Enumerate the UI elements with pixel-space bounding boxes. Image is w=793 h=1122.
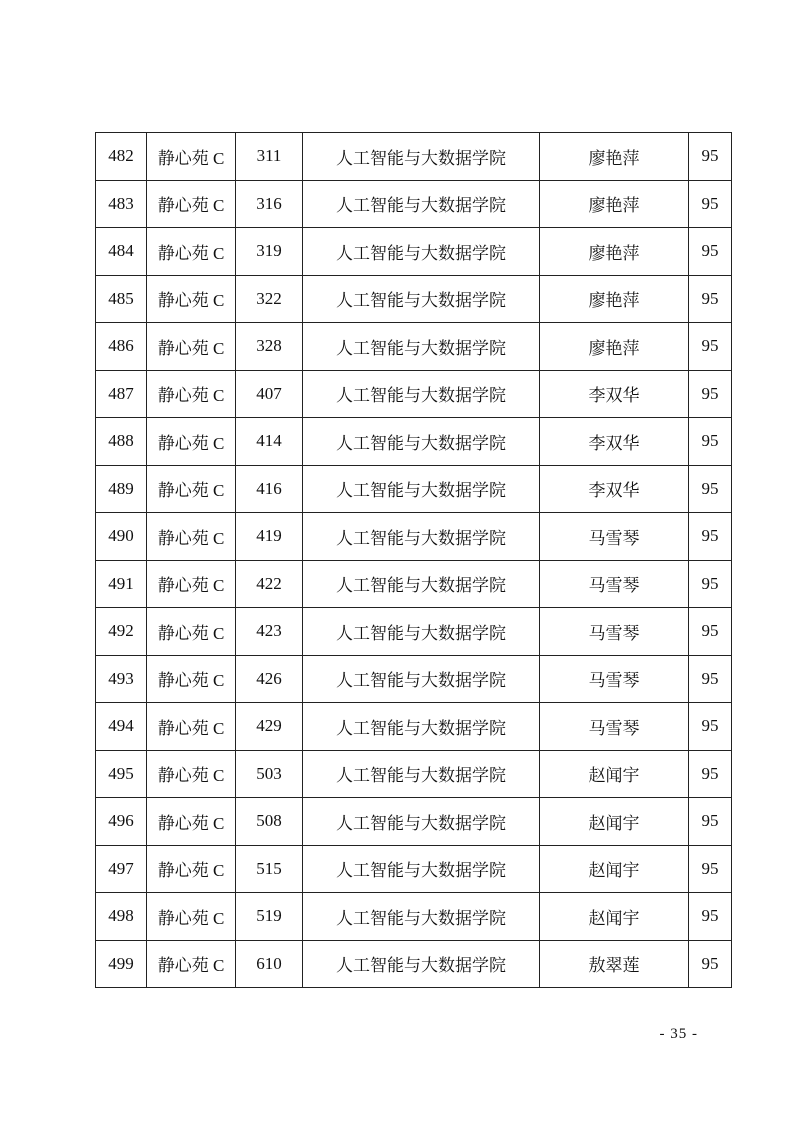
row-index-cell: 493 (96, 655, 147, 703)
score-cell: 95 (689, 133, 732, 181)
score-cell: 95 (689, 798, 732, 846)
counselor-cell: 廖艳萍 (540, 323, 689, 371)
college-cell: 人工智能与大数据学院 (303, 465, 540, 513)
building-cell: 静心苑 C (147, 893, 236, 941)
building-cell: 静心苑 C (147, 465, 236, 513)
room-cell: 419 (236, 513, 303, 561)
score-cell: 95 (689, 418, 732, 466)
college-cell: 人工智能与大数据学院 (303, 893, 540, 941)
row-index-cell: 485 (96, 275, 147, 323)
room-cell: 322 (236, 275, 303, 323)
building-cell: 静心苑 C (147, 418, 236, 466)
room-cell: 407 (236, 370, 303, 418)
room-cell: 426 (236, 655, 303, 703)
table-row (96, 180, 732, 228)
score-cell: 95 (689, 750, 732, 798)
room-cell: 515 (236, 845, 303, 893)
row-index-cell: 495 (96, 750, 147, 798)
score-cell: 95 (689, 513, 732, 561)
college-cell: 人工智能与大数据学院 (303, 180, 540, 228)
counselor-cell: 李双华 (540, 370, 689, 418)
table-row (96, 798, 732, 846)
table-row (96, 893, 732, 941)
row-index-cell: 491 (96, 560, 147, 608)
building-cell: 静心苑 C (147, 750, 236, 798)
counselor-cell: 赵闻宇 (540, 750, 689, 798)
building-cell: 静心苑 C (147, 370, 236, 418)
college-cell: 人工智能与大数据学院 (303, 133, 540, 181)
score-cell: 95 (689, 940, 732, 988)
college-cell: 人工智能与大数据学院 (303, 845, 540, 893)
building-cell: 静心苑 C (147, 228, 236, 276)
table-row (96, 750, 732, 798)
building-cell: 静心苑 C (147, 513, 236, 561)
table-row (96, 608, 732, 656)
counselor-cell: 廖艳萍 (540, 133, 689, 181)
counselor-cell: 敖翠莲 (540, 940, 689, 988)
college-cell: 人工智能与大数据学院 (303, 750, 540, 798)
room-cell: 519 (236, 893, 303, 941)
building-cell: 静心苑 C (147, 703, 236, 751)
table-row (96, 560, 732, 608)
college-cell: 人工智能与大数据学院 (303, 703, 540, 751)
score-cell: 95 (689, 275, 732, 323)
college-cell: 人工智能与大数据学院 (303, 560, 540, 608)
table-body (96, 133, 732, 988)
table-row (96, 228, 732, 276)
row-index-cell: 497 (96, 845, 147, 893)
room-cell: 311 (236, 133, 303, 181)
score-cell: 95 (689, 845, 732, 893)
row-index-cell: 482 (96, 133, 147, 181)
counselor-cell: 赵闻宇 (540, 798, 689, 846)
college-cell: 人工智能与大数据学院 (303, 228, 540, 276)
building-cell: 静心苑 C (147, 133, 236, 181)
counselor-cell: 马雪琴 (540, 608, 689, 656)
score-cell: 95 (689, 180, 732, 228)
room-cell: 328 (236, 323, 303, 371)
counselor-cell: 赵闻宇 (540, 845, 689, 893)
score-cell: 95 (689, 323, 732, 371)
score-cell: 95 (689, 465, 732, 513)
score-cell: 95 (689, 608, 732, 656)
row-index-cell: 489 (96, 465, 147, 513)
row-index-cell: 494 (96, 703, 147, 751)
row-index-cell: 487 (96, 370, 147, 418)
college-cell: 人工智能与大数据学院 (303, 940, 540, 988)
room-cell: 414 (236, 418, 303, 466)
room-cell: 429 (236, 703, 303, 751)
row-index-cell: 486 (96, 323, 147, 371)
table-row (96, 370, 732, 418)
table-row (96, 418, 732, 466)
row-index-cell: 490 (96, 513, 147, 561)
table-row (96, 275, 732, 323)
table-row (96, 133, 732, 181)
row-index-cell: 496 (96, 798, 147, 846)
college-cell: 人工智能与大数据学院 (303, 275, 540, 323)
counselor-cell: 廖艳萍 (540, 275, 689, 323)
score-cell: 95 (689, 893, 732, 941)
counselor-cell: 廖艳萍 (540, 180, 689, 228)
table-row (96, 655, 732, 703)
room-cell: 316 (236, 180, 303, 228)
building-cell: 静心苑 C (147, 845, 236, 893)
table-row (96, 323, 732, 371)
room-cell: 422 (236, 560, 303, 608)
room-cell: 508 (236, 798, 303, 846)
room-cell: 503 (236, 750, 303, 798)
building-cell: 静心苑 C (147, 940, 236, 988)
counselor-cell: 赵闻宇 (540, 893, 689, 941)
college-cell: 人工智能与大数据学院 (303, 608, 540, 656)
building-cell: 静心苑 C (147, 180, 236, 228)
room-cell: 423 (236, 608, 303, 656)
page-number: - 35 - (659, 1026, 698, 1042)
score-cell: 95 (689, 370, 732, 418)
table-row (96, 845, 732, 893)
college-cell: 人工智能与大数据学院 (303, 798, 540, 846)
score-cell: 95 (689, 703, 732, 751)
counselor-cell: 李双华 (540, 418, 689, 466)
building-cell: 静心苑 C (147, 655, 236, 703)
row-index-cell: 492 (96, 608, 147, 656)
score-cell: 95 (689, 655, 732, 703)
building-cell: 静心苑 C (147, 608, 236, 656)
table-row (96, 465, 732, 513)
table-row (96, 703, 732, 751)
row-index-cell: 499 (96, 940, 147, 988)
counselor-cell: 马雪琴 (540, 703, 689, 751)
building-cell: 静心苑 C (147, 560, 236, 608)
room-cell: 319 (236, 228, 303, 276)
row-index-cell: 483 (96, 180, 147, 228)
dormitory-score-table (95, 132, 732, 988)
counselor-cell: 李双华 (540, 465, 689, 513)
college-cell: 人工智能与大数据学院 (303, 655, 540, 703)
counselor-cell: 马雪琴 (540, 560, 689, 608)
row-index-cell: 488 (96, 418, 147, 466)
page-footer (0, 1025, 793, 1043)
building-cell: 静心苑 C (147, 323, 236, 371)
college-cell: 人工智能与大数据学院 (303, 370, 540, 418)
counselor-cell: 马雪琴 (540, 513, 689, 561)
row-index-cell: 498 (96, 893, 147, 941)
counselor-cell: 廖艳萍 (540, 228, 689, 276)
building-cell: 静心苑 C (147, 798, 236, 846)
score-cell: 95 (689, 228, 732, 276)
college-cell: 人工智能与大数据学院 (303, 418, 540, 466)
building-cell: 静心苑 C (147, 275, 236, 323)
room-cell: 416 (236, 465, 303, 513)
college-cell: 人工智能与大数据学院 (303, 323, 540, 371)
table-row (96, 940, 732, 988)
room-cell: 610 (236, 940, 303, 988)
row-index-cell: 484 (96, 228, 147, 276)
college-cell: 人工智能与大数据学院 (303, 513, 540, 561)
counselor-cell: 马雪琴 (540, 655, 689, 703)
score-cell: 95 (689, 560, 732, 608)
table-row (96, 513, 732, 561)
